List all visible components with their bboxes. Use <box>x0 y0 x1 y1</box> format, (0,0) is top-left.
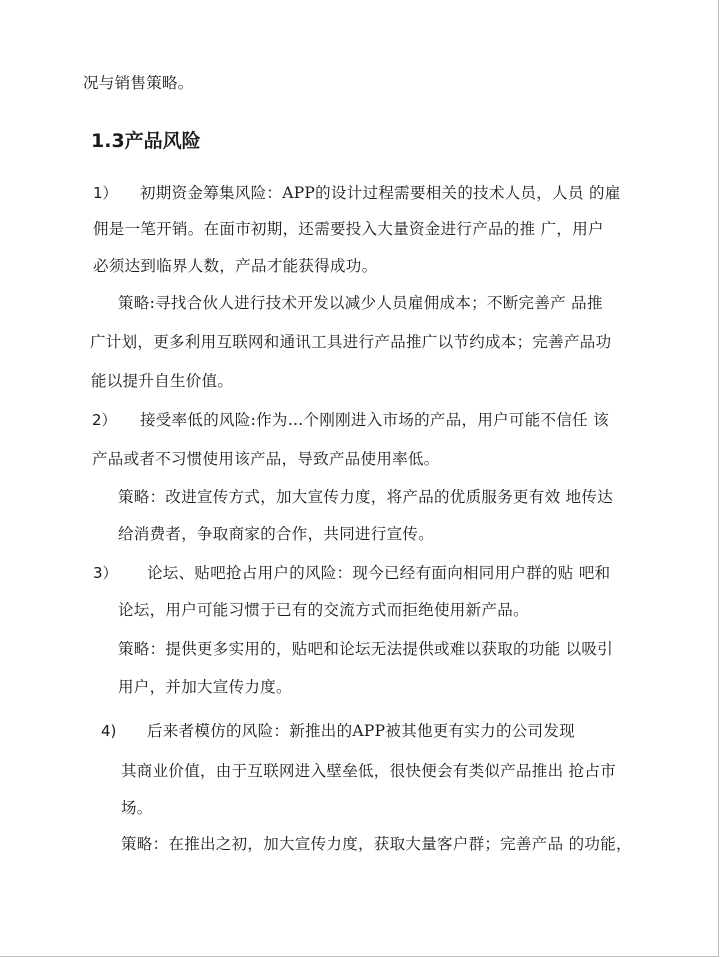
intro-text-tail: 况与销售策略。 <box>83 74 194 92</box>
item-4-risk-line-1: 后来者模仿的风险：新推出的APP被其他更有实力的公司发现 <box>147 722 575 740</box>
item-2-risk-line-1: 接受率低的风险:作为…个刚刚进入市场的产品，用户可能不信任 该 <box>140 411 609 429</box>
item-number-1: 1） <box>93 184 118 202</box>
item-1-strategy-line-2: 广计划，更多利用互联网和通讯工具进行产品推广以节约成本；完善产品功 <box>90 333 612 351</box>
item-1-strategy-line-3: 能以提升自生价值。 <box>91 372 234 390</box>
item-3-risk-line-2: 论坛，用户可能习惯于已有的交流方式而拒绝使用新产品。 <box>118 601 529 619</box>
item-2-risk-line-2: 产品或者不习惯使用该产品，导致产品使用率低。 <box>92 450 440 468</box>
item-4-risk-line-3: 场。 <box>121 799 153 817</box>
item-4-risk-line-2: 其商业价值，由于互联网进入壁垒低，很快便会有类似产品推出 抢占市 <box>121 762 617 780</box>
item-number-2: 2） <box>92 411 117 429</box>
item-number-3: 3） <box>93 564 118 582</box>
item-number-4: 4) <box>101 722 117 740</box>
section-heading: 1.3产品风险 <box>91 130 201 152</box>
item-3-strategy-line-1: 策略：提供更多实用的，贴吧和论坛无法提供或难以获取的功能 以吸引 <box>118 640 614 658</box>
item-3-risk-line-1: 论坛、贴吧抢占用户的风险：现今已经有面向相同用户群的贴 吧和 <box>147 564 611 582</box>
item-1-risk-line-2: 佣是一笔开销。在面市初期，还需要投入大量资金进行产品的推 广，用户 <box>93 220 604 238</box>
item-1-strategy-line-1: 策略:寻找合伙人进行技术开发以减少人员雇佣成本；不断完善产 品推 <box>118 294 603 312</box>
item-3-strategy-line-2: 用户，并加大宣传力度。 <box>118 678 292 696</box>
item-1-risk-line-3: 必须达到临界人数，产品才能获得成功。 <box>93 257 378 275</box>
item-1-risk-line-1: 初期资金筹集风险：APP的设计过程需要相关的技术人员，人员 的雇 <box>140 184 621 202</box>
item-2-strategy-line-2: 给消费者，争取商家的合作，共同进行宣传。 <box>118 525 435 543</box>
item-2-strategy-line-1: 策略：改进宣传方式，加大宣传力度，将产品的优质服务更有效 地传达 <box>118 488 614 506</box>
item-4-strategy-line-1: 策略：在推出之初，加大宣传力度，获取大量客户群；完善产品 的功能， <box>121 835 632 853</box>
